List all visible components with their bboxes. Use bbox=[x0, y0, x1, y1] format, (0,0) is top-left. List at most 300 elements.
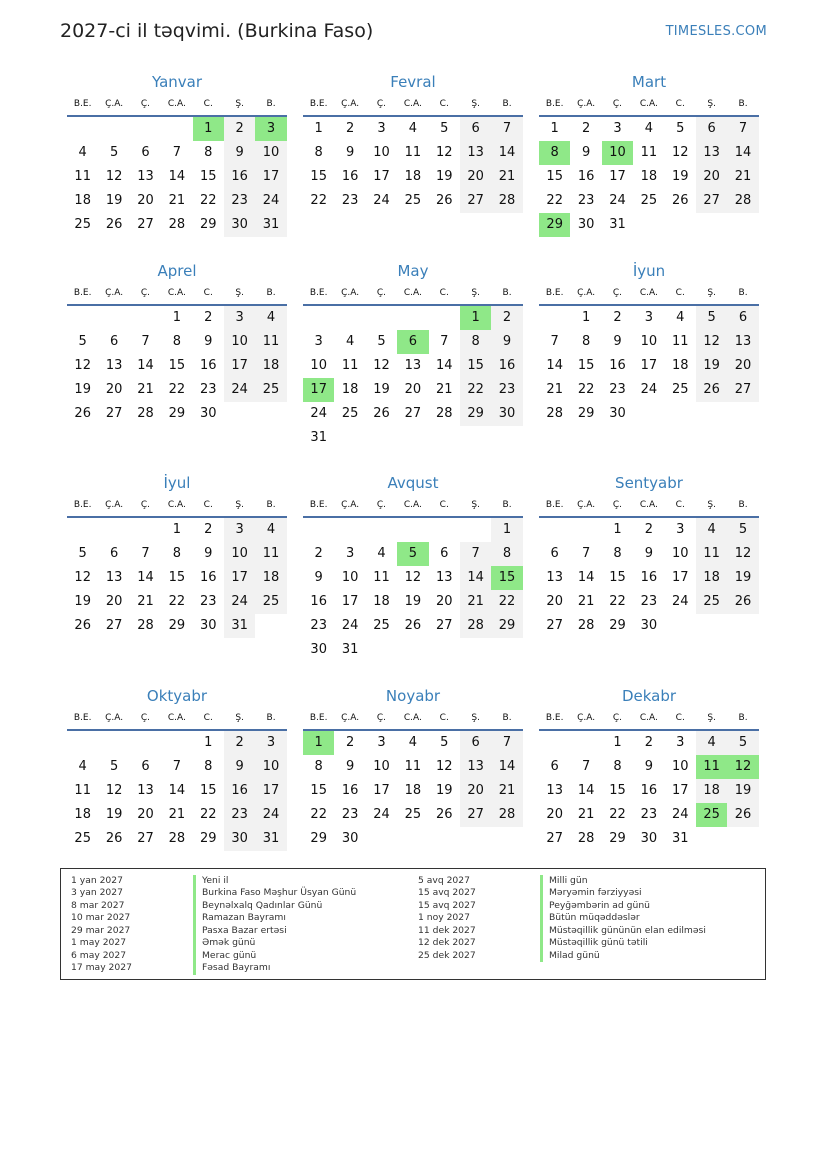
day-cell: 7 bbox=[460, 542, 491, 566]
day-cell: 28 bbox=[168, 217, 186, 232]
weekday-label: B. bbox=[738, 99, 748, 109]
month-6 bbox=[539, 261, 759, 426]
month-5 bbox=[303, 261, 523, 450]
holiday-marker bbox=[540, 900, 543, 912]
day-cell: 2 bbox=[224, 731, 255, 755]
month-name: İyul bbox=[163, 474, 191, 492]
legend-holiday-name: Ramazan Bayramı bbox=[202, 912, 286, 924]
month-name: Sentyabr bbox=[615, 474, 683, 492]
weekday-label: Ç. bbox=[140, 288, 151, 298]
day-cell: 3 bbox=[613, 121, 622, 136]
weekday-label: C.A. bbox=[167, 99, 186, 109]
day-cell: 19 bbox=[671, 169, 689, 184]
holiday-day-cell: 11 bbox=[696, 755, 727, 779]
empty-day-cell bbox=[334, 518, 365, 542]
legend-holiday-name: Beynəlxalq Qadınlar Günü bbox=[202, 899, 323, 911]
empty-day-cell bbox=[460, 518, 491, 542]
day-cell: 28 bbox=[168, 831, 186, 846]
day-cell: 12 bbox=[105, 169, 123, 184]
day-cell: 29 bbox=[168, 618, 186, 633]
day-cell: 10 bbox=[224, 330, 255, 354]
day-cell: 29 bbox=[310, 831, 327, 846]
weekday-label: B.E. bbox=[309, 500, 328, 510]
day-cell: 27 bbox=[105, 618, 123, 633]
empty-day-cell bbox=[67, 306, 98, 330]
day-cell: 13 bbox=[105, 358, 123, 373]
day-cell: 7 bbox=[727, 117, 758, 141]
day-cell: 4 bbox=[255, 518, 286, 542]
day-cell: 2 bbox=[491, 306, 522, 330]
day-cell: 25 bbox=[255, 590, 286, 614]
day-cell: 14 bbox=[168, 169, 186, 184]
day-cell: 25 bbox=[640, 193, 658, 208]
day-cell: 14 bbox=[168, 783, 186, 798]
day-cell: 26 bbox=[727, 803, 758, 827]
day-cell: 3 bbox=[644, 310, 653, 325]
day-cell: 9 bbox=[224, 141, 255, 165]
day-cell: 15 bbox=[577, 358, 595, 373]
day-cell: 23 bbox=[341, 193, 359, 208]
day-cell: 14 bbox=[435, 358, 453, 373]
empty-day-cell bbox=[366, 518, 397, 542]
weekday-label: C.A. bbox=[167, 288, 186, 298]
day-cell: 4 bbox=[78, 759, 87, 774]
day-cell: 7 bbox=[491, 731, 522, 755]
day-cell: 18 bbox=[255, 354, 286, 378]
day-cell: 10 bbox=[373, 759, 390, 774]
holiday-day-cell: 10 bbox=[602, 141, 633, 165]
weekday-label: Ş. bbox=[707, 99, 716, 109]
weekday-label: B. bbox=[266, 99, 276, 109]
day-cell: 4 bbox=[644, 121, 653, 136]
day-cell: 19 bbox=[373, 382, 390, 397]
weekday-label: B. bbox=[738, 288, 748, 298]
day-cell: 10 bbox=[341, 570, 359, 585]
day-cell: 1 bbox=[172, 310, 181, 325]
weekday-label: Ç.A. bbox=[577, 500, 596, 510]
weekday-label: Ç. bbox=[612, 288, 623, 298]
day-cell: 4 bbox=[78, 145, 87, 160]
day-cell: 11 bbox=[640, 145, 658, 160]
day-cell: 3 bbox=[314, 334, 323, 349]
brand-link[interactable]: TIMESLES.COM bbox=[665, 24, 767, 39]
weekday-label: B.E. bbox=[309, 288, 328, 298]
day-cell: 12 bbox=[727, 542, 758, 566]
weekday-label: Ş. bbox=[235, 500, 244, 510]
legend-holiday-name: Milli gün bbox=[549, 875, 588, 886]
holiday-day-cell: 5 bbox=[397, 542, 428, 566]
weekday-header bbox=[67, 96, 287, 117]
legend-holiday-name: Müstəqillik günü tətili bbox=[549, 937, 648, 949]
month-9 bbox=[539, 473, 759, 638]
day-cell: 19 bbox=[74, 382, 91, 397]
day-cell: 24 bbox=[373, 193, 390, 208]
day-cell: 31 bbox=[341, 642, 359, 657]
day-cell: 7 bbox=[172, 759, 181, 774]
day-cell: 6 bbox=[440, 546, 449, 561]
empty-day-cell bbox=[67, 731, 98, 755]
day-cell: 28 bbox=[491, 803, 522, 827]
month-1 bbox=[67, 72, 287, 237]
holiday-marker bbox=[540, 887, 543, 899]
day-cell: 22 bbox=[609, 594, 626, 609]
legend-holiday-name: Burkina Faso Məşhur Üsyan Günü bbox=[202, 887, 357, 899]
month-11 bbox=[303, 686, 523, 851]
day-cell: 31 bbox=[609, 217, 626, 232]
day-cell: 7 bbox=[581, 759, 591, 774]
month-name: Fevral bbox=[390, 73, 436, 91]
day-cell: 29 bbox=[491, 614, 522, 638]
weekday-label: Ç. bbox=[612, 99, 623, 109]
day-grid bbox=[539, 306, 759, 426]
legend-item bbox=[418, 875, 706, 887]
empty-day-cell bbox=[161, 731, 192, 755]
day-cell: 27 bbox=[696, 189, 727, 213]
day-cell: 22 bbox=[310, 807, 327, 822]
day-cell: 20 bbox=[137, 193, 154, 208]
day-grid bbox=[303, 306, 523, 450]
day-cell: 8 bbox=[613, 759, 622, 774]
day-cell: 20 bbox=[727, 354, 758, 378]
day-cell: 20 bbox=[460, 779, 491, 803]
weekday-label: Ç. bbox=[140, 713, 151, 723]
day-cell: 3 bbox=[345, 546, 355, 561]
empty-day-cell bbox=[161, 117, 192, 141]
day-cell: 30 bbox=[224, 827, 255, 851]
holiday-marker bbox=[193, 900, 196, 912]
day-cell: 12 bbox=[74, 570, 91, 585]
day-cell: 9 bbox=[224, 755, 255, 779]
day-cell: 29 bbox=[199, 831, 217, 846]
day-cell: 20 bbox=[546, 594, 563, 609]
legend-holiday-name: Fəsad Bayramı bbox=[202, 962, 271, 974]
day-cell: 17 bbox=[373, 783, 390, 798]
weekday-header bbox=[67, 285, 287, 306]
day-cell: 16 bbox=[341, 783, 359, 798]
day-cell: 18 bbox=[696, 779, 727, 803]
day-cell: 1 bbox=[613, 735, 622, 750]
day-cell: 3 bbox=[255, 731, 286, 755]
holiday-day-cell: 29 bbox=[539, 213, 570, 237]
legend-date: 11 dek 2027 bbox=[418, 924, 476, 936]
holiday-marker bbox=[540, 925, 543, 937]
weekday-label: C. bbox=[203, 713, 213, 723]
empty-day-cell bbox=[130, 518, 161, 542]
weekday-label: Ç.A. bbox=[341, 288, 360, 298]
day-cell: 24 bbox=[640, 382, 658, 397]
day-cell: 1 bbox=[314, 121, 323, 136]
weekday-header bbox=[67, 710, 287, 731]
weekday-label: Ç.A. bbox=[105, 713, 124, 723]
day-cell: 17 bbox=[373, 169, 390, 184]
weekday-label: B. bbox=[266, 500, 276, 510]
day-cell: 18 bbox=[696, 566, 727, 590]
empty-day-cell bbox=[130, 731, 161, 755]
legend-date: 17 may 2027 bbox=[71, 962, 132, 974]
day-cell: 25 bbox=[255, 378, 286, 402]
weekday-label: Ç.A. bbox=[341, 500, 360, 510]
day-cell: 19 bbox=[435, 783, 453, 798]
legend-date: 1 yan 2027 bbox=[71, 875, 123, 886]
day-cell: 18 bbox=[404, 783, 422, 798]
weekday-label: B.E. bbox=[73, 288, 92, 298]
weekday-label: C. bbox=[439, 99, 449, 109]
weekday-label: B. bbox=[738, 500, 748, 510]
day-cell: 28 bbox=[435, 406, 453, 421]
weekday-label: Ş. bbox=[471, 99, 480, 109]
day-cell: 15 bbox=[199, 783, 217, 798]
day-cell: 10 bbox=[224, 542, 255, 566]
day-grid bbox=[303, 117, 523, 213]
day-cell: 26 bbox=[74, 406, 91, 421]
day-cell: 23 bbox=[199, 594, 217, 609]
day-grid bbox=[539, 731, 759, 851]
day-cell: 21 bbox=[168, 193, 186, 208]
day-cell: 22 bbox=[577, 382, 595, 397]
day-cell: 10 bbox=[255, 141, 286, 165]
day-cell: 13 bbox=[435, 570, 453, 585]
day-cell: 2 bbox=[314, 546, 323, 561]
day-cell: 25 bbox=[671, 382, 689, 397]
day-grid bbox=[539, 518, 759, 638]
day-cell: 22 bbox=[491, 590, 522, 614]
day-cell: 8 bbox=[314, 145, 323, 160]
day-cell: 25 bbox=[373, 618, 390, 633]
day-cell: 25 bbox=[404, 807, 422, 822]
day-cell: 19 bbox=[727, 779, 758, 803]
day-cell: 21 bbox=[168, 807, 186, 822]
empty-day-cell bbox=[539, 731, 570, 755]
empty-day-cell bbox=[67, 117, 98, 141]
day-cell: 10 bbox=[255, 755, 286, 779]
day-cell: 5 bbox=[676, 121, 685, 136]
day-cell: 4 bbox=[345, 334, 355, 349]
day-cell: 12 bbox=[74, 358, 91, 373]
day-cell: 27 bbox=[727, 378, 758, 402]
weekday-label: C.A. bbox=[639, 500, 658, 510]
day-cell: 31 bbox=[671, 831, 689, 846]
day-cell: 9 bbox=[345, 759, 355, 774]
day-cell: 2 bbox=[224, 117, 255, 141]
day-cell: 29 bbox=[199, 217, 217, 232]
legend-holiday-name: Pasxa Bazar ertəsi bbox=[202, 924, 287, 936]
day-cell: 7 bbox=[491, 117, 522, 141]
day-cell: 8 bbox=[204, 145, 213, 160]
day-cell: 24 bbox=[609, 193, 626, 208]
day-cell: 23 bbox=[224, 189, 255, 213]
day-cell: 16 bbox=[224, 779, 255, 803]
legend-item bbox=[71, 887, 356, 899]
day-cell: 1 bbox=[550, 121, 559, 136]
holiday-day-cell: 8 bbox=[539, 141, 570, 165]
empty-day-cell bbox=[98, 518, 129, 542]
day-cell: 17 bbox=[255, 779, 286, 803]
day-cell: 5 bbox=[377, 334, 386, 349]
day-cell: 16 bbox=[310, 594, 327, 609]
weekday-label: Ş. bbox=[707, 713, 716, 723]
day-cell: 21 bbox=[546, 382, 563, 397]
day-cell: 15 bbox=[609, 783, 626, 798]
day-cell: 17 bbox=[671, 570, 689, 585]
month-name: Oktyabr bbox=[146, 687, 208, 705]
weekday-label: Ç. bbox=[612, 713, 623, 723]
holiday-day-cell: 1 bbox=[460, 306, 491, 330]
day-cell: 27 bbox=[460, 803, 491, 827]
day-cell: 9 bbox=[314, 570, 323, 585]
weekday-label: C. bbox=[439, 713, 449, 723]
day-cell: 13 bbox=[460, 755, 491, 779]
day-cell: 19 bbox=[696, 354, 727, 378]
day-cell: 24 bbox=[373, 807, 390, 822]
day-cell: 15 bbox=[310, 169, 327, 184]
weekday-label: C.A. bbox=[167, 500, 186, 510]
legend-date: 12 dek 2027 bbox=[418, 937, 476, 949]
day-cell: 5 bbox=[78, 546, 87, 561]
day-cell: 30 bbox=[640, 618, 658, 633]
empty-day-cell bbox=[303, 306, 334, 330]
month-name: Mart bbox=[631, 73, 667, 91]
day-cell: 13 bbox=[727, 330, 758, 354]
weekday-label: B. bbox=[738, 713, 748, 723]
day-cell: 3 bbox=[224, 306, 255, 330]
day-cell: 23 bbox=[224, 803, 255, 827]
month-10 bbox=[67, 686, 287, 851]
day-cell: 10 bbox=[640, 334, 658, 349]
holiday-marker bbox=[193, 912, 196, 924]
day-cell: 5 bbox=[727, 731, 758, 755]
legend-holiday-name: Milad günü bbox=[549, 949, 600, 961]
day-cell: 3 bbox=[377, 121, 386, 136]
day-grid bbox=[303, 518, 523, 662]
day-cell: 3 bbox=[676, 735, 685, 750]
day-cell: 4 bbox=[696, 731, 727, 755]
weekday-header bbox=[67, 497, 287, 518]
day-cell: 21 bbox=[460, 590, 491, 614]
page-title: 2027-ci il təqvimi. (Burkina Faso) bbox=[60, 20, 374, 42]
day-cell: 26 bbox=[74, 618, 91, 633]
day-cell: 17 bbox=[640, 358, 658, 373]
weekday-label: Ç.A. bbox=[341, 99, 360, 109]
day-cell: 6 bbox=[460, 731, 491, 755]
day-cell: 6 bbox=[109, 334, 119, 349]
day-cell: 24 bbox=[255, 803, 286, 827]
day-cell: 19 bbox=[74, 594, 91, 609]
day-cell: 15 bbox=[460, 354, 491, 378]
day-cell: 22 bbox=[199, 193, 217, 208]
day-cell: 23 bbox=[640, 807, 658, 822]
day-cell: 4 bbox=[377, 546, 386, 561]
day-cell: 2 bbox=[613, 310, 622, 325]
day-cell: 2 bbox=[644, 522, 653, 537]
day-cell: 11 bbox=[696, 542, 727, 566]
day-cell: 14 bbox=[491, 755, 522, 779]
weekday-label: Ç.A. bbox=[577, 288, 596, 298]
day-cell: 8 bbox=[172, 546, 181, 561]
day-cell: 26 bbox=[105, 831, 123, 846]
day-cell: 30 bbox=[640, 831, 658, 846]
day-cell: 17 bbox=[341, 594, 359, 609]
day-cell: 21 bbox=[137, 594, 154, 609]
day-cell: 28 bbox=[546, 406, 563, 421]
day-cell: 26 bbox=[373, 406, 390, 421]
day-cell: 18 bbox=[74, 193, 91, 208]
legend-item bbox=[418, 925, 706, 937]
day-cell: 19 bbox=[435, 169, 453, 184]
weekday-label: Ş. bbox=[235, 713, 244, 723]
weekday-header bbox=[303, 285, 523, 306]
day-cell: 11 bbox=[74, 783, 91, 798]
weekday-label: C. bbox=[675, 713, 685, 723]
day-cell: 28 bbox=[491, 189, 522, 213]
day-cell: 27 bbox=[105, 406, 123, 421]
day-cell: 21 bbox=[435, 382, 453, 397]
day-cell: 27 bbox=[137, 831, 154, 846]
day-grid bbox=[67, 518, 287, 638]
day-cell: 2 bbox=[644, 735, 653, 750]
day-cell: 25 bbox=[74, 831, 91, 846]
month-7 bbox=[67, 473, 287, 638]
weekday-label: B.E. bbox=[545, 99, 564, 109]
weekday-label: C.A. bbox=[403, 500, 422, 510]
day-cell: 5 bbox=[440, 121, 449, 136]
month-12 bbox=[539, 686, 759, 851]
weekday-label: C. bbox=[675, 99, 685, 109]
day-cell: 29 bbox=[577, 406, 595, 421]
day-cell: 29 bbox=[609, 618, 626, 633]
legend-column-left bbox=[71, 875, 356, 975]
weekday-header bbox=[303, 96, 523, 117]
holiday-day-cell: 1 bbox=[303, 731, 334, 755]
legend-item bbox=[418, 937, 706, 949]
day-cell: 26 bbox=[435, 193, 453, 208]
day-cell: 22 bbox=[168, 594, 186, 609]
day-cell: 6 bbox=[550, 759, 559, 774]
day-cell: 22 bbox=[310, 193, 327, 208]
day-cell: 2 bbox=[345, 121, 355, 136]
day-cell: 1 bbox=[204, 735, 213, 750]
empty-day-cell bbox=[366, 306, 397, 330]
day-cell: 4 bbox=[408, 735, 417, 750]
legend-holiday-name: Məryəmin fərziyyəsi bbox=[549, 887, 642, 899]
day-cell: 24 bbox=[671, 807, 689, 822]
day-cell: 8 bbox=[491, 542, 522, 566]
day-cell: 15 bbox=[609, 570, 626, 585]
day-cell: 20 bbox=[105, 594, 123, 609]
holiday-day-cell: 3 bbox=[255, 117, 286, 141]
day-cell: 18 bbox=[640, 169, 658, 184]
weekday-label: B. bbox=[266, 288, 276, 298]
weekday-label: B. bbox=[502, 99, 512, 109]
day-cell: 16 bbox=[199, 570, 217, 585]
day-cell: 11 bbox=[341, 358, 359, 373]
holiday-day-cell: 1 bbox=[193, 117, 224, 141]
weekday-label: C. bbox=[675, 288, 685, 298]
day-cell: 21 bbox=[491, 165, 522, 189]
day-cell: 27 bbox=[460, 189, 491, 213]
legend-item bbox=[418, 950, 706, 962]
weekday-label: B.E. bbox=[73, 713, 92, 723]
day-cell: 20 bbox=[435, 594, 453, 609]
day-cell: 16 bbox=[224, 165, 255, 189]
day-cell: 9 bbox=[204, 334, 213, 349]
day-cell: 18 bbox=[341, 382, 359, 397]
weekday-label: C. bbox=[675, 500, 685, 510]
day-cell: 21 bbox=[137, 382, 154, 397]
holiday-day-cell: 15 bbox=[491, 566, 522, 590]
weekday-label: Ç.A. bbox=[341, 713, 360, 723]
day-cell: 28 bbox=[137, 406, 154, 421]
weekday-label: Ş. bbox=[235, 288, 244, 298]
